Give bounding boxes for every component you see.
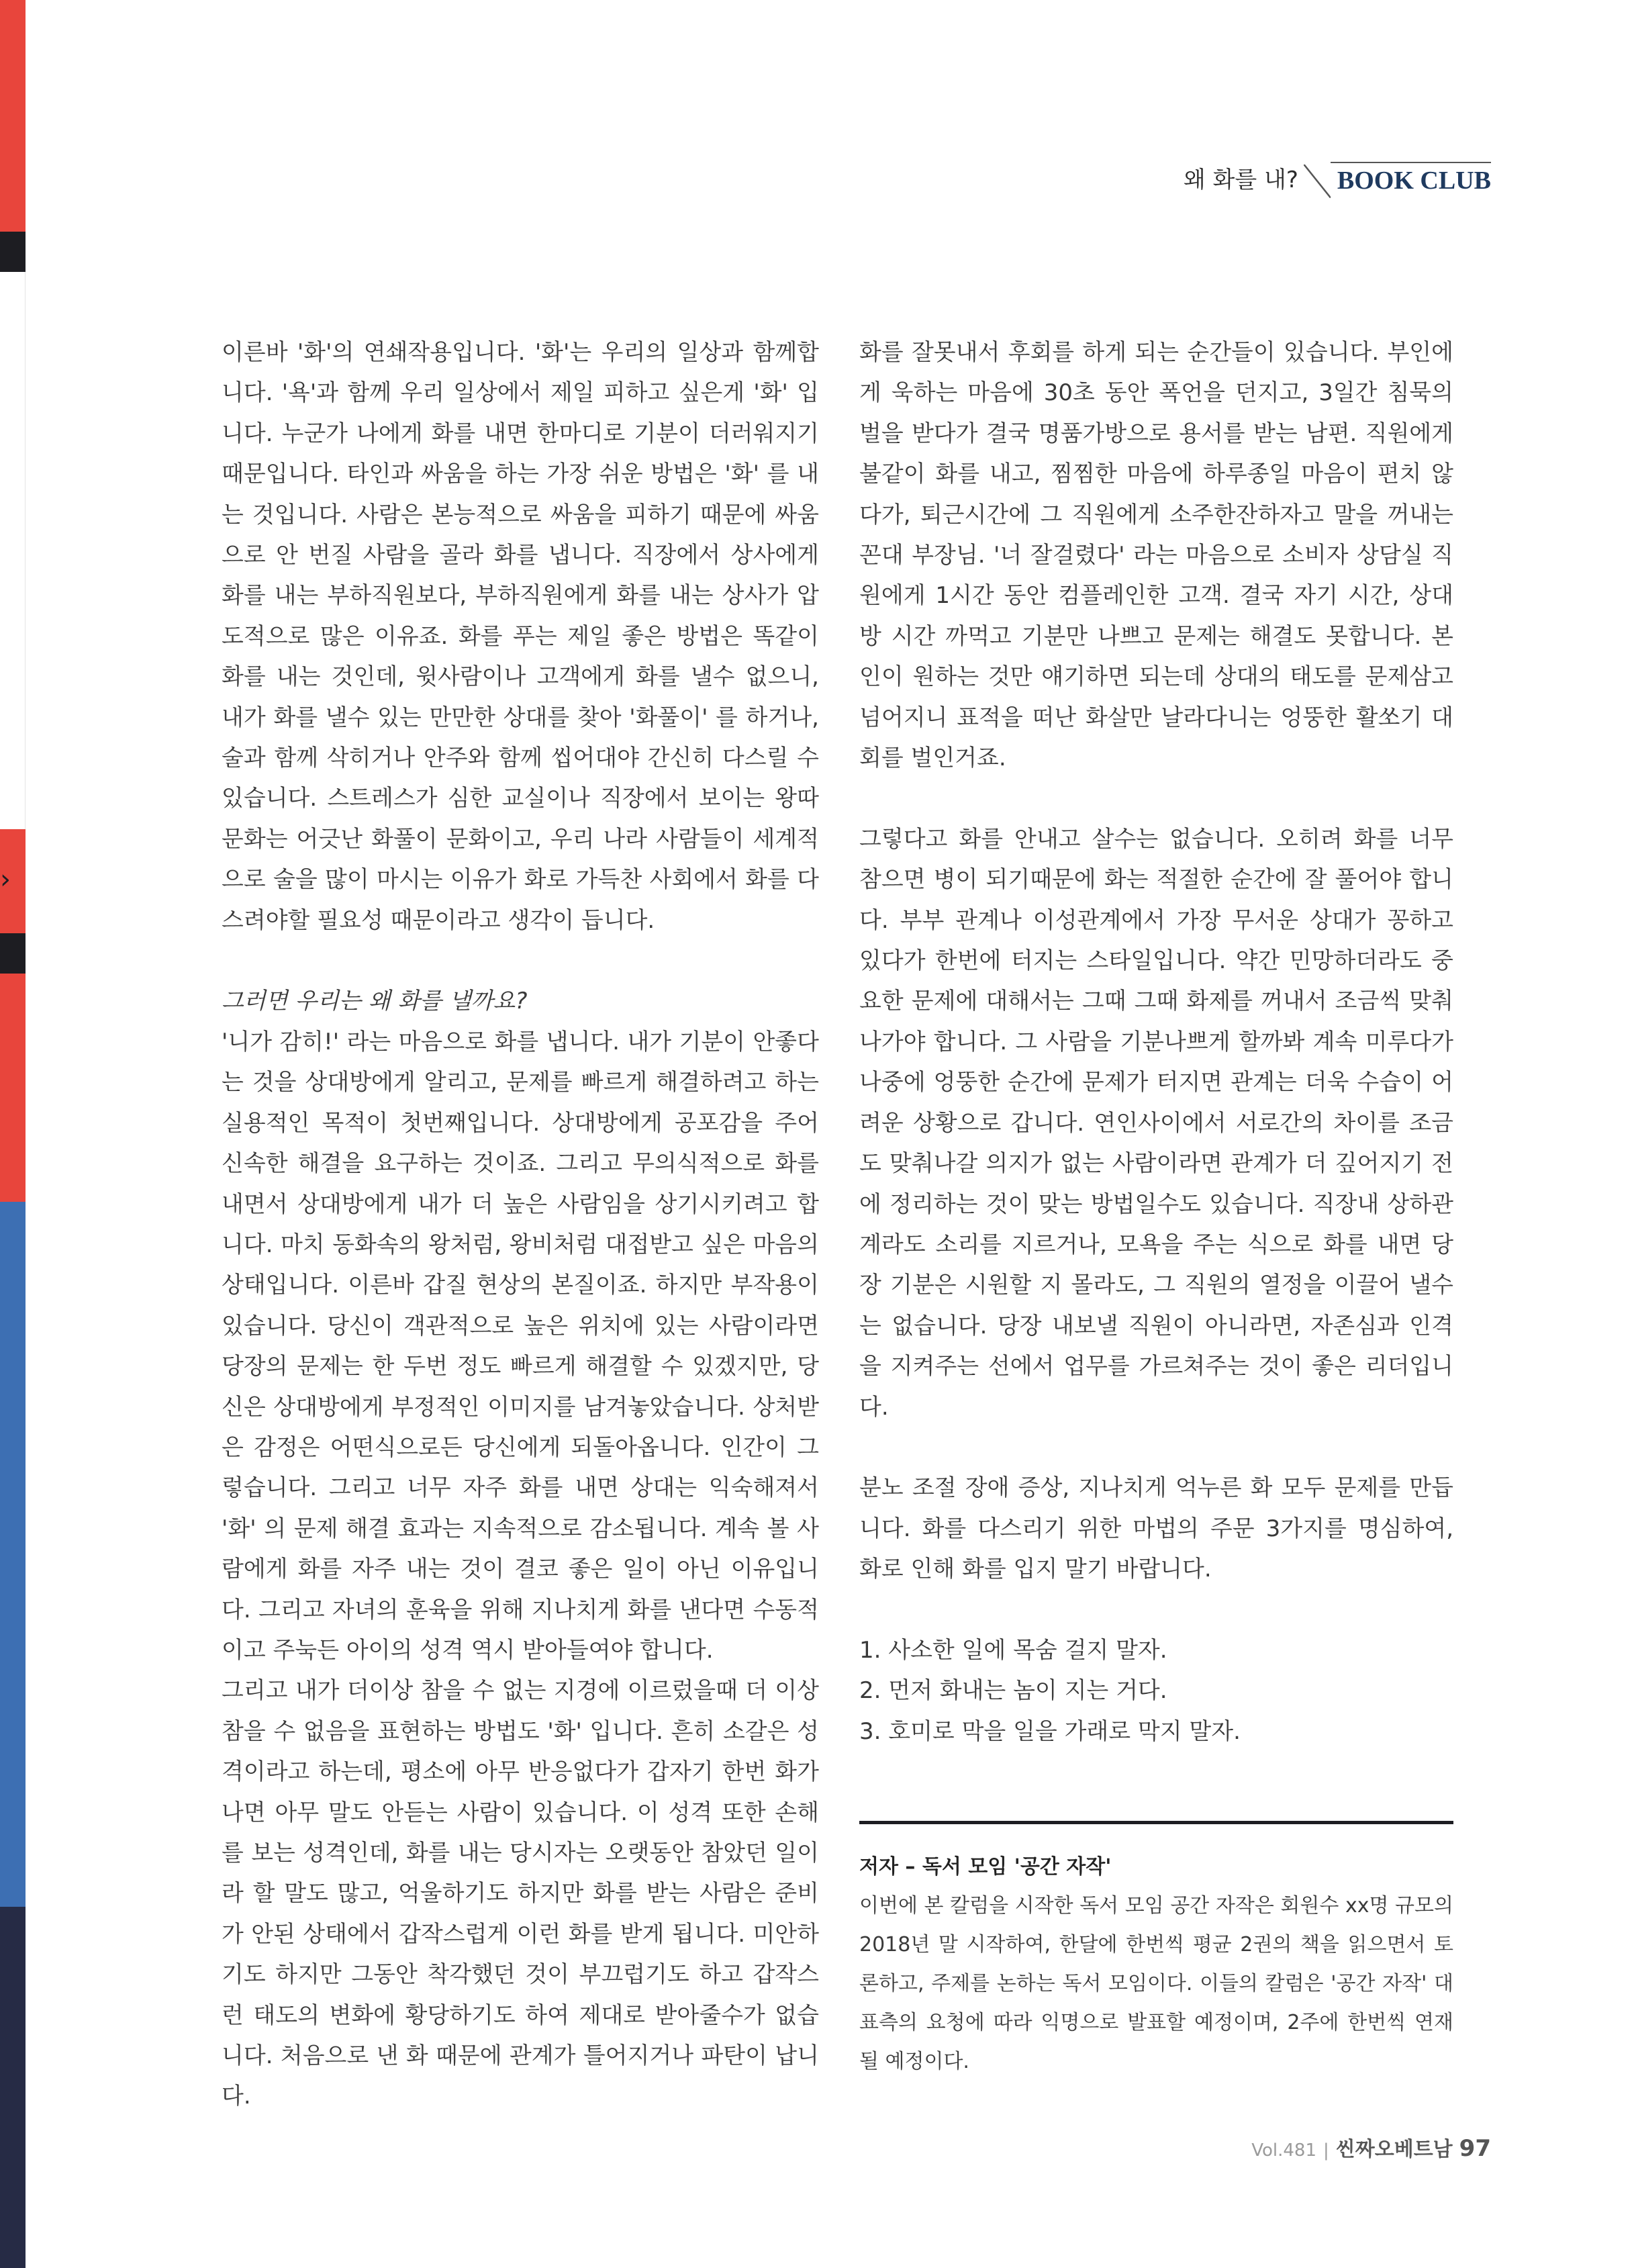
magazine-name: 씬짜오베트남 bbox=[1335, 2138, 1453, 2161]
paragraph-gap bbox=[222, 941, 819, 981]
header-divider bbox=[1304, 164, 1331, 198]
edge-stripe-black bbox=[0, 232, 26, 272]
article-right-column bbox=[859, 332, 1453, 1752]
paragraph-gap bbox=[859, 778, 1453, 818]
list-item: 2. 먼저 화내는 놈이 지는 거다. bbox=[859, 1677, 1167, 1705]
author-bio: 이번에 본 칼럼을 시작한 독서 모임 공간 자작은 회원수 xx명 규모의 2018년 말 시작하여, 한달에 한번씩 평균 2권의 책을 읽으면서 토론하고, 주제를 논하는 독서 모임이다. 이들의 칼럼은 '공간 자작' 대표측의 요청에 따라 익명으로 발표할 예정이며, 2주에 한번씩 연재 될 예정이다. bbox=[859, 1894, 1453, 2073]
edge-stripe-navy bbox=[0, 1907, 26, 2268]
edge-stripe-red-top bbox=[0, 0, 26, 232]
article-left-column bbox=[222, 332, 819, 2117]
header-section-label: BOOK CLUB bbox=[1331, 162, 1491, 198]
author-box bbox=[859, 1848, 1453, 2081]
edge-stripe-black-2 bbox=[0, 933, 26, 974]
paragraph-gap bbox=[859, 1427, 1453, 1468]
footer-separator: | bbox=[1323, 2140, 1329, 2161]
section-header bbox=[1184, 161, 1491, 198]
chevron-right-icon: › bbox=[0, 864, 11, 895]
paragraph: 이른바 '화'의 연쇄작용입니다. '화'는 우리의 일상과 함께합니다. '욕'과 함께 우리 일상에서 제일 피하고 싶은게 '화' 입니다. 누군가 나에게 화를 내면 한마디로 기분이 더러워지기 때문입니다. 타인과 싸움을 하는 가장 쉬운 방법은 '화' 를 내는 것입니다. 사람은 본능적으로 싸움을 피하기 때문에 싸움으로 안 번질 사람을 골라 화를 냅니다. 직장에서 상사에게 화를 내는 부하직원보다, 부하직원에게 화를 내는 상사가 압도적으로 많은 이유죠. 화를 푸는 제일 좋은 방법은 똑같이 화를 내는 것인데, 윗사람이나 고객에게 화를 낼수 없으니, 내가 화를 낼수 있는 만만한 상대를 찾아 '화풀이' 를 하거나, 술과 함께 삭히거나 안주와 함께 씹어대야 간신히 다스릴 수 있습니다. 스트레스가 심한 교실이나 직장에서 보이는 왕따 문화는 어긋난 화풀이 문화이고, 우리 나라 사람들이 세계적으로 술을 많이 마시는 이유가 화로 가득찬 사회에서 화를 다스려야할 필요성 때문이라고 생각이 듭니다. bbox=[222, 339, 819, 934]
author-heading: 저자 – 독서 모임 '공간 자작' bbox=[859, 1855, 1112, 1879]
header-topic: 왜 화를 내? bbox=[1183, 167, 1298, 193]
list-item: 1. 사소한 일에 목숨 걸지 말자. bbox=[859, 1636, 1167, 1664]
paragraph: 그리고 내가 더이상 참을 수 없는 지경에 이르렀을때 더 이상 참을 수 없음을 표현하는 방법도 '화' 입니다. 흔히 소갈은 성격이라고 하는데, 평소에 아무 반응없다가 갑자기 한번 화가 나면 아무 말도 안듣는 사람이 있습니다. 이 성격 또한 손해를 보는 성격인데, 화를 내는 당시자는 오랫동안 참았던 일이라 할 말도 많고, 억울하기도 하지만 화를 받는 사람은 준비가 안된 상태에서 갑작스럽게 이런 화를 받게 됩니다. 미안하기도 하지만 그동안 착각했던 것이 부끄럽기도 하고 갑작스런 태도의 변화에 황당하기도 하여 제대로 받아줄수가 없습니다. 처음으로 낸 화 때문에 관계가 틀어지거나 파탄이 납니다. bbox=[222, 1677, 819, 2110]
list-item: 3. 호미로 막을 일을 가래로 막지 말자. bbox=[859, 1717, 1241, 1745]
subheading: 그러면 우리는 왜 화를 낼까요? bbox=[222, 988, 528, 1015]
paragraph: 그렇다고 화를 안내고 살수는 없습니다. 오히려 화를 너무 참으면 병이 되기때문에 화는 적절한 순간에 잘 풀어야 합니다. 부부 관계나 이성관계에서 가장 무서운 상대가 꽁하고 있다가 한번에 터지는 스타일입니다. 약간 민망하더라도 중요한 문제에 대해서는 그때 그때 화제를 꺼내서 조금씩 맞춰나가야 합니다. 그 사람을 기분나쁘게 할까봐 계속 미루다가 나중에 엉뚱한 순간에 문제가 터지면 관계는 더욱 수습이 어려운 상황으로 갑니다. 연인사이에서 서로간의 차이를 조금도 맞춰나갈 의지가 없는 사람이라면 관계가 더 깊어지기 전에 정리하는 것이 맞는 방법일수도 있습니다. 직장내 상하관계라도 소리를 지르거나, 모욕을 주는 식으로 화를 내면 당장 기분은 시원할 지 몰라도, 그 직원의 열정을 이끌어 낼수는 없습니다. 당장 내보낼 직원이 아니라면, 자존심과 인격을 지켜주는 선에서 업무를 가르쳐주는 것이 좋은 리더입니다. bbox=[859, 825, 1453, 1421]
page-footer bbox=[1251, 2132, 1491, 2162]
author-divider bbox=[859, 1821, 1453, 1824]
paragraph: '니가 감히!' 라는 마음으로 화를 냅니다. 내가 기분이 안좋다는 것을 상대방에게 알리고, 문제를 빠르게 해결하려고 하는 실용적인 목적이 첫번째입니다. 상대방에게 공포감을 주어 신속한 해결을 요구하는 것이죠. 그리고 무의식적으로 화를 내면서 상대방에게 내가 더 높은 사람임을 상기시키려고 합니다. 마치 동화속의 왕처럼, 왕비처럼 대접받고 싶은 마음의 상태입니다. 이른바 갑질 현상의 본질이죠. 하지만 부작용이 있습니다. 당신이 객관적으로 높은 위치에 있는 사람이라면 당장의 문제는 한 두번 정도 빠르게 해결할 수 있겠지만, 당신은 상대방에게 부정적인 이미지를 남겨놓았습니다. 상처받은 감정은 어떤식으로든 당신에게 되돌아옵니다. 인간이 그렇습니다. 그리고 너무 자주 화를 내면 상대는 익숙해져서 '화' 의 문제 해결 효과는 지속적으로 감소됩니다. 계속 볼 사람에게 화를 자주 내는 것이 결코 좋은 일이 아닌 이유입니다. 그리고 자녀의 훈육을 위해 지나치게 화를 낸다면 수동적이고 주눅든 아이의 성격 역시 받아들여야 합니다. bbox=[222, 1028, 819, 1664]
edge-stripe-red-2 bbox=[0, 974, 26, 1202]
paragraph-gap bbox=[859, 1590, 1453, 1630]
paragraph: 분노 조절 장애 증상, 지나치게 억누른 화 모두 문제를 만듭니다. 화를 다스리기 위한 마법의 주문 3가지를 명심하여, 화로 인해 화를 입지 말기 바랍니다. bbox=[859, 1474, 1453, 1583]
page-number: 97 bbox=[1459, 2135, 1491, 2162]
edge-stripe-white bbox=[0, 272, 26, 829]
volume-number: Vol.481 bbox=[1251, 2140, 1317, 2161]
paragraph: 화를 잘못내서 후회를 하게 되는 순간들이 있습니다. 부인에게 욱하는 마음에 30초 동안 폭언을 던지고, 3일간 침묵의 벌을 받다가 결국 명품가방으로 용서를 받는 남편. 직원에게 불같이 화를 내고, 찜찜한 마음에 하루종일 마음이 편치 않다가, 퇴근시간에 그 직원에게 소주한잔하자고 말을 꺼내는 꼰대 부장님. '너 잘걸렸다' 라는 마음으로 소비자 상담실 직원에게 1시간 동안 컴플레인한 고객. 결국 자기 시간, 상대방 시간 까먹고 기분만 나쁘고 문제는 해결도 못합니다. 본인이 원하는 것만 얘기하면 되는데 상대의 태도를 문제삼고 넘어지니 표적을 떠난 화살만 날라다니는 엉뚱한 활쏘기 대회를 벌인거죠. bbox=[859, 339, 1453, 772]
